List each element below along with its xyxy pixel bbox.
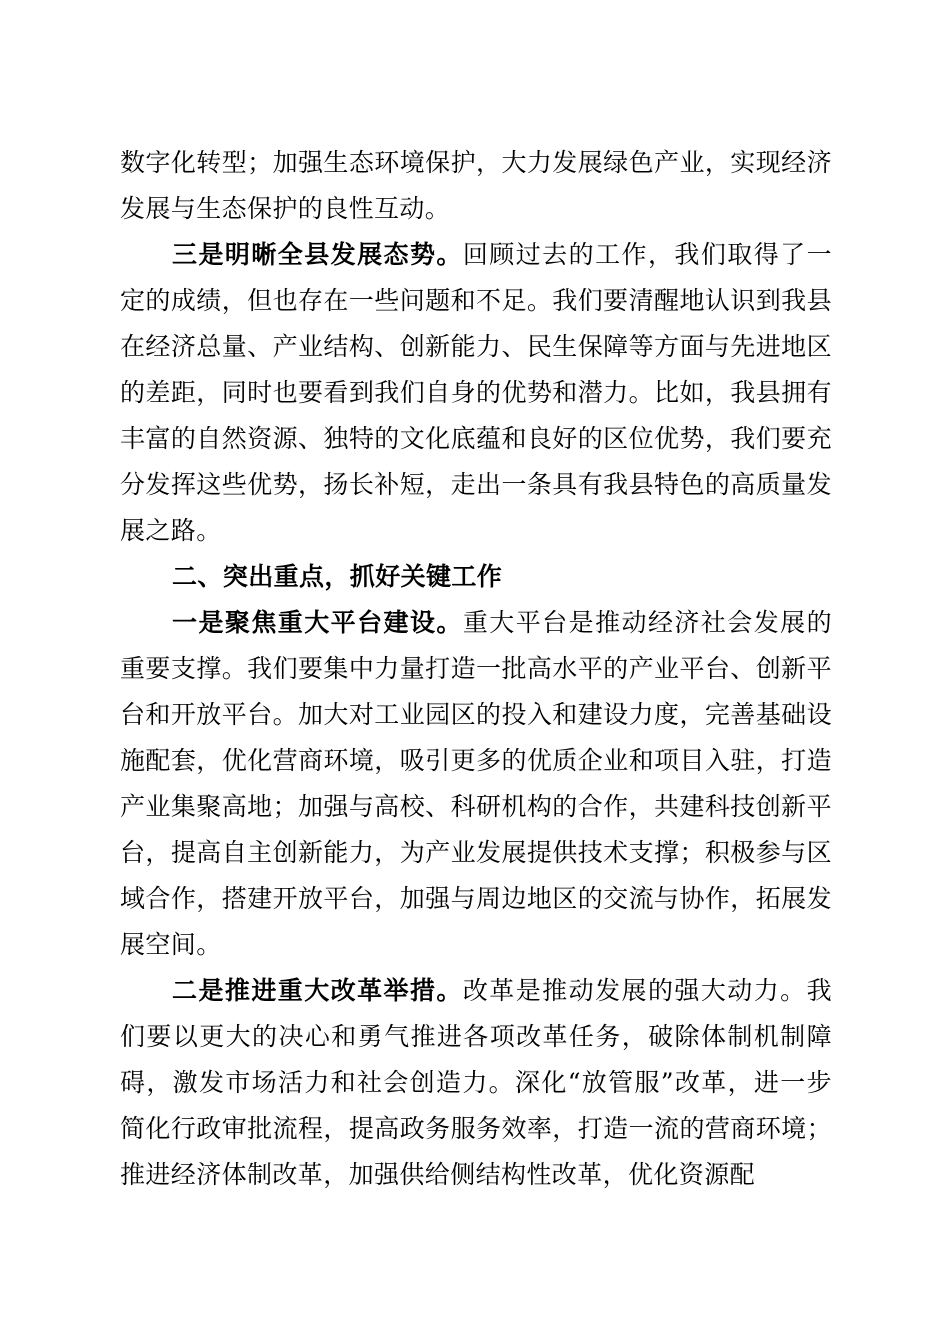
document-body (120, 140, 832, 1198)
paragraph-lead: 一是聚焦重大平台建设。 (172, 608, 463, 637)
paragraph-text: 重大平台是推动经济社会发展的重要支撑。我们要集中力量打造一批高水平的产业平台、创新平台和开放平台。加大对工业园区的投入和建设力度，完善基础设施配套，优化营商环境，吸引更多的优质企业和项目入驻，打造产业集聚高地；加强与高校、科研机构的合作，共建科技创新平台，提高自主创新能力，为产业发展提供技术支撑；积极参与区域合作，搭建开放平台，加强与周边地区的交流与协作，拓展发展空间。 (120, 608, 832, 959)
paragraph-text: 数字化转型；加强生态环境保护，大力发展绿色产业，实现经济发展与生态保护的良性互动。 (120, 148, 832, 223)
paragraph-text: 改革是推动发展的强大动力。我们要以更大的决心和勇气推进各项改革任务，破除体制机制障碍，激发市场活力和社会创造力。深化“放管服”改革，进一步简化行政审批流程，提高政务服务效率，打造一流的营商环境；推进经济体制改革，加强供给侧结构性改革，优化资源配 (120, 976, 832, 1189)
paragraph-lead: 二是推进重大改革举措。 (172, 976, 463, 1005)
paragraph-continuation (120, 140, 832, 232)
paragraph-text: 回顾过去的工作，我们取得了一定的成绩，但也存在一些问题和不足。我们要清醒地认识到我县在经济总量、产业结构、创新能力、民生保障等方面与先进地区的差距，同时也要看到我们自身的优势和潜力。比如，我县拥有丰富的自然资源、独特的文化底蕴和良好的区位优势，我们要充分发挥这些优势，扬长补短，走出一条具有我县特色的高质量发展之路。 (120, 240, 832, 545)
paragraph-lead: 三是明晰全县发展态势。 (172, 240, 463, 269)
paragraph-county-situation (120, 232, 832, 554)
section-heading: 二、突出重点，抓好关键工作 (172, 562, 503, 591)
paragraph-platform-building (120, 600, 832, 968)
paragraph-reform-measures (120, 968, 832, 1198)
